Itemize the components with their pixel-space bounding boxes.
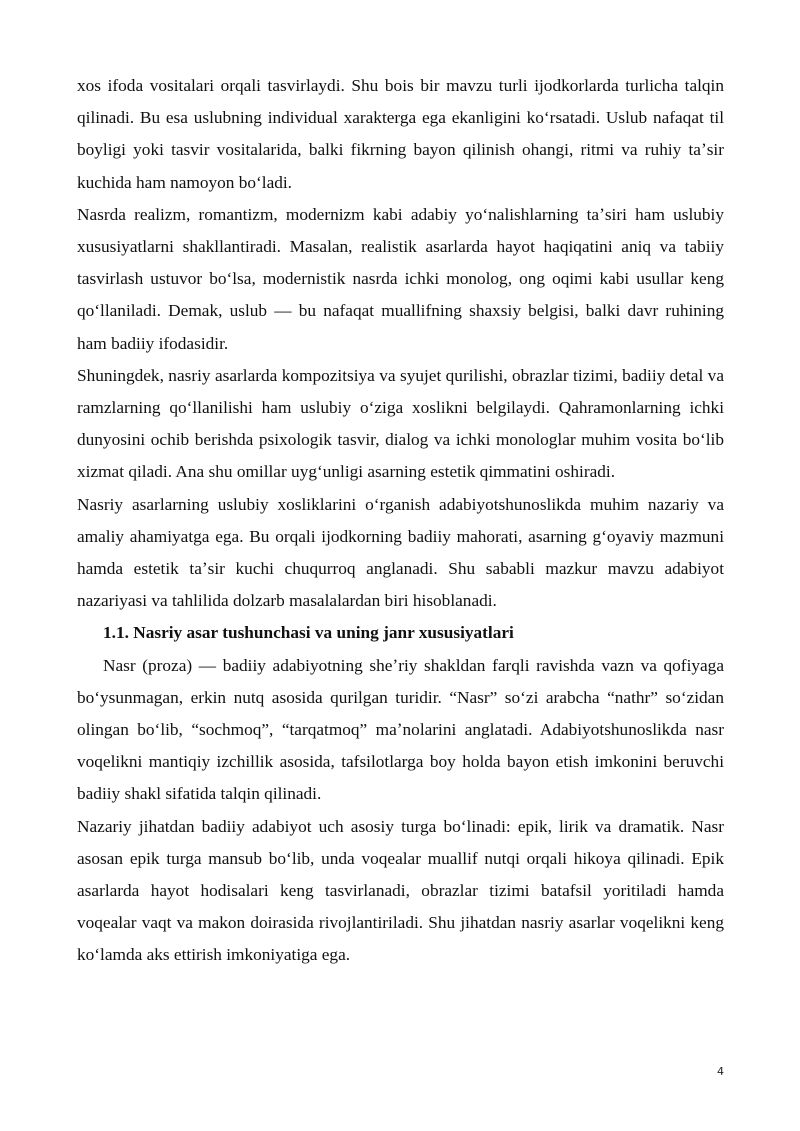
page-number: 4: [717, 1065, 724, 1078]
body-paragraph-2: Nasrda realizm, romantizm, modernizm kabi adabiy yoʻnalishlarning taʼsiri ham uslubiy xususiyatlarni shakllantiradi. Masalan, realistik asarlarda hayot haqiqatini aniq va tabiiy tasvirlash ustuvor boʻlsa, modernistik nasrda ichki monolog, ong oqimi kabi usullar keng qoʻllaniladi. Demak, uslub — bu nafaqat muallifning shaxsiy belgisi, balki davr ruhining ham badiiy ifodasidir.: [77, 204, 724, 353]
body-paragraph-1: xos ifoda vositalari orqali tasvirlaydi. Shu bois bir mavzu turli ijodkorlarda turlicha talqin qilinadi. Bu esa uslubning individual xarakterga ega ekanligini koʻrsatadi. Uslub nafaqat til boyligi yoki tasvir vositalarida, balki fikrning bayon qilinish ohangi, ritmi va ruhiy taʼsir kuchida ham namoyon boʻladi.: [77, 76, 724, 192]
body-paragraph-3: Shuningdek, nasriy asarlarda kompozitsiya va syujet qurilishi, obrazlar tizimi, badiiy detal va ramzlarning qoʻllanilishi ham uslubiy oʻziga xoslikni belgilaydi. Qahramonlarning ichki dunyosini ochib berishda psixologik tasvir, dialog va ichki monologlar muhim vosita boʻlib xizmat qiladi. Ana shu omillar uygʻunligi asarning estetik qimmatini oshiradi.: [77, 365, 724, 482]
section-heading: 1.1. Nasriy asar tushunchasi va uning janr xususiyatlari: [103, 623, 514, 643]
section-paragraph-1: Nasr (proza) — badiiy adabiyotning sheʼriy shakldan farqli ravishda vazn va qofiyaga boʻysunmagan, erkin nutq asosida qurilgan turidir. “Nasr” soʻzi arabcha “nathr” soʻzidan olingan boʻlib, “sochmoq”, “tarqatmoq” maʼnolarini anglatadi. Adabiyotshunoslikda nasr voqelikni mantiqiy izchillik asosida, tafsilotlarga boy holda bayon etish imkonini beruvchi badiiy shakl sifatida talqin qilinadi.: [77, 655, 724, 804]
body-paragraph-4: Nasriy asarlarning uslubiy xosliklarini oʻrganish adabiyotshunoslikda muhim nazariy va amaliy ahamiyatga ega. Bu orqali ijodkorning badiiy mahorati, asarning gʻoyaviy mazmuni hamda estetik taʼsir kuchi chuqurroq anglanadi. Shu sababli mazkur mavzu adabiyot nazariyasi va tahlilida dolzarb masalalardan biri hisoblanadi.: [77, 494, 724, 611]
section-paragraph-2: Nazariy jihatdan badiiy adabiyot uch asosiy turga boʻlinadi: epik, lirik va dramatik. Nasr asosan epik turga mansub boʻlib, unda voqealar muallif nutqi orqali hikoya qilinadi. Epik asarlarda hayot hodisalari keng tasvirlanadi, obrazlar tizimi batafsil yoritiladi hamda voqealar vaqt va makon doirasida rivojlantiriladi. Shu jihatdan nasriy asarlar voqelikni keng koʻlamda aks ettirish imkoniyatiga ega.: [77, 816, 724, 965]
document-page: [77, 70, 724, 972]
